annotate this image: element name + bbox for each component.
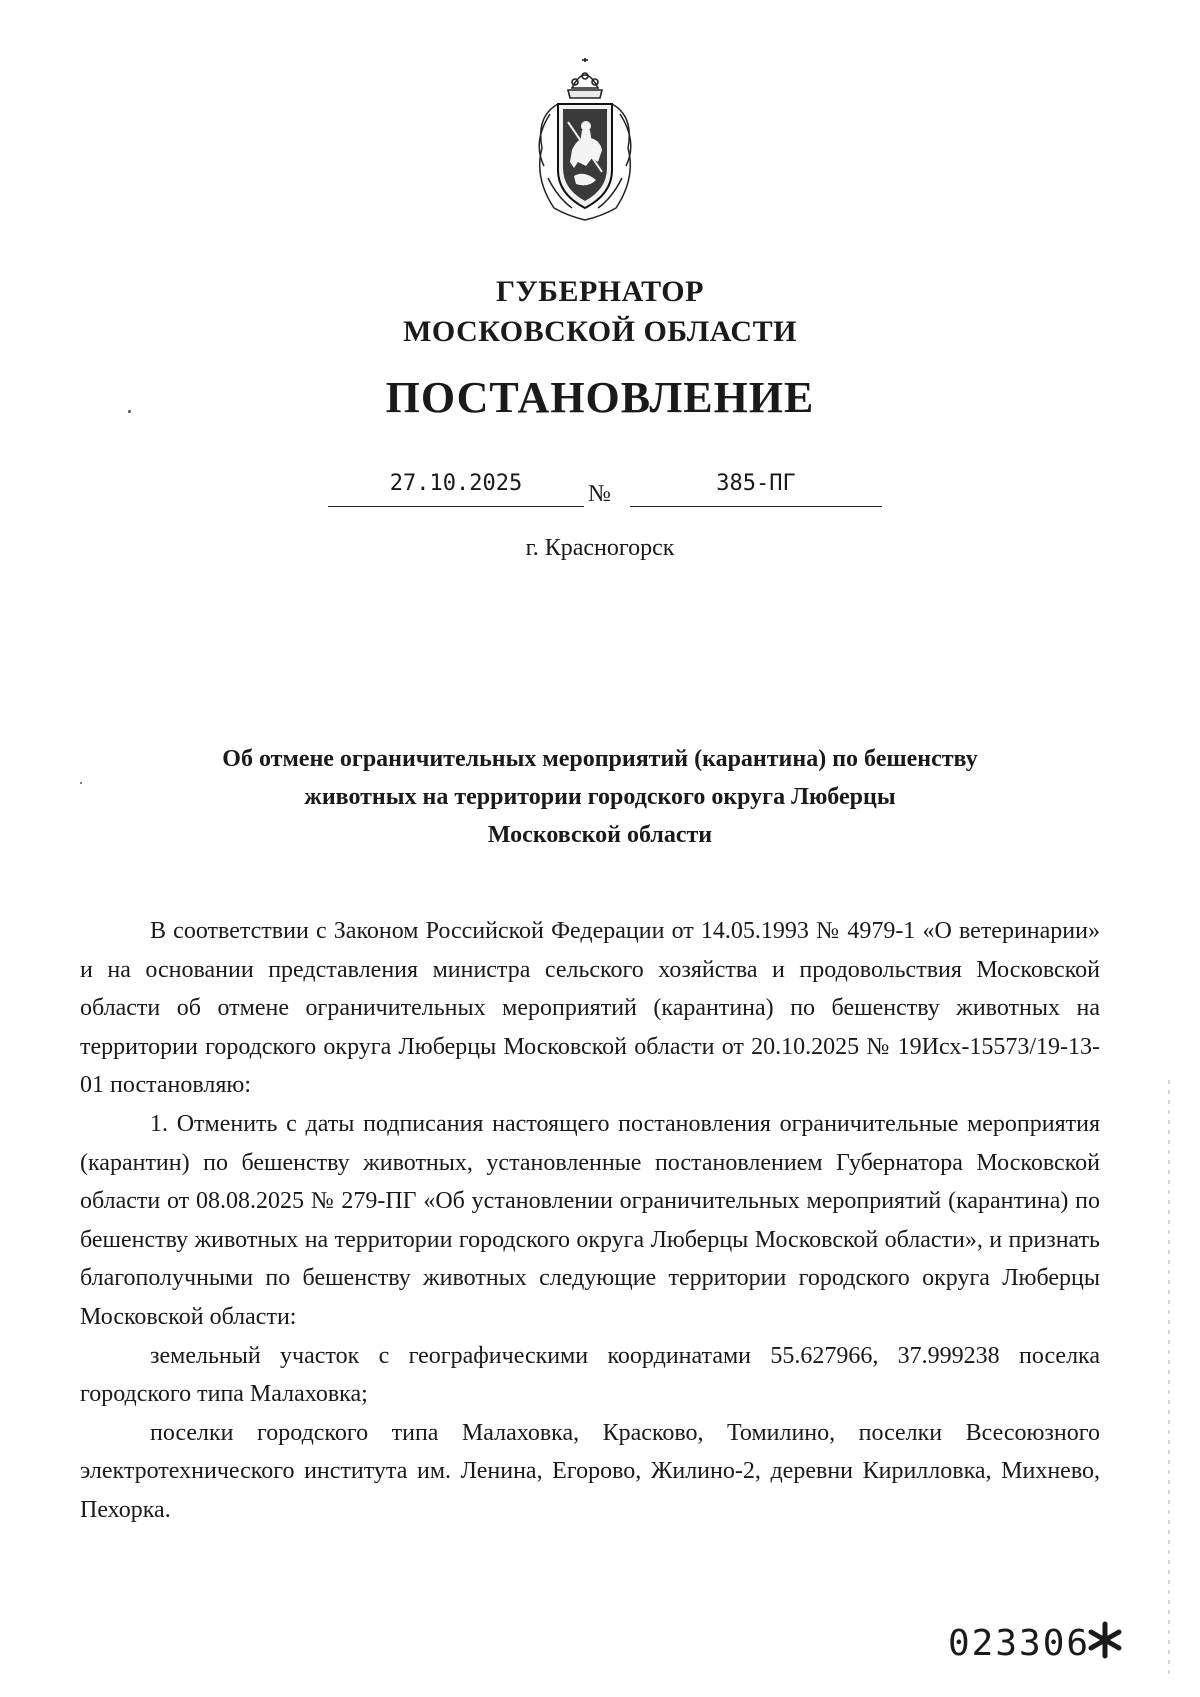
registration-number: 385-ПГ <box>630 470 882 507</box>
scan-speck <box>80 782 82 784</box>
settlements-paragraph: поселки городского типа Малаховка, Красково, Томилино, поселки Всесоюзного электротехнического института им. Ленина, Егорово, Жилино-2, деревни Кирилловка, Михнево, Пехорка. <box>80 1419 1100 1523</box>
preamble-paragraph: В соответствии с Законом Российской Федерации от 14.05.1993 № 4979-1 «О ветеринарии» и на основании представления министра сельского хозяйства и продовольствия Московской области об отмене ограничительных мероприятий (карантина) по бешенству животных на территории городского округа Люберцы Московской области от 20.10.2025 № 19Исх-15573/19-13-01 постановляю: <box>80 918 1100 1099</box>
land-plot-paragraph: земельный участок с географическими координатами 55.627966, 37.999238 поселка городского типа Малаховка; <box>80 1342 1100 1408</box>
asterisk-icon <box>1086 1618 1124 1662</box>
document-body <box>80 912 1100 1530</box>
registration-line <box>0 470 1200 510</box>
item-1-paragraph: 1. Отменить с даты подписания настоящего постановления ограничительные мероприятия (карантин) по бешенству животных, установленные постановлением Губернатора Московской области от 08.08.2025 № 279-ПГ «Об установлении ограничительных мероприятий (карантина) по бешенству животных на территории городского округа Люберцы Московской области», и признать благополучными по бешенству животных следующие территории городского округа Люберцы Московской области: <box>80 1110 1100 1330</box>
scan-edge-artifact <box>1168 1080 1170 1680</box>
issuing-authority <box>0 272 1200 352</box>
subject-line-1: Об отмене ограничительных мероприятий (карантина) по бешенству <box>222 746 978 772</box>
serial-number: 023306 <box>948 1623 1091 1664</box>
authority-line-2: МОСКОВСКОЙ ОБЛАСТИ <box>403 315 797 348</box>
registration-date: 27.10.2025 <box>328 470 584 507</box>
number-sign: № <box>588 481 611 507</box>
subject-line-2: животных на территории городского округа Люберцы <box>304 784 896 810</box>
coat-of-arms-icon <box>528 58 642 222</box>
subject-line-3: Московской области <box>487 822 713 848</box>
authority-line-1: ГУБЕРНАТОР <box>496 275 704 308</box>
scan-speck <box>128 410 131 413</box>
place-of-issue: г. Красногорск <box>525 535 675 561</box>
document-type-title: ПОСТАНОВЛЕНИЕ <box>385 373 815 422</box>
document-subject <box>0 740 1200 854</box>
